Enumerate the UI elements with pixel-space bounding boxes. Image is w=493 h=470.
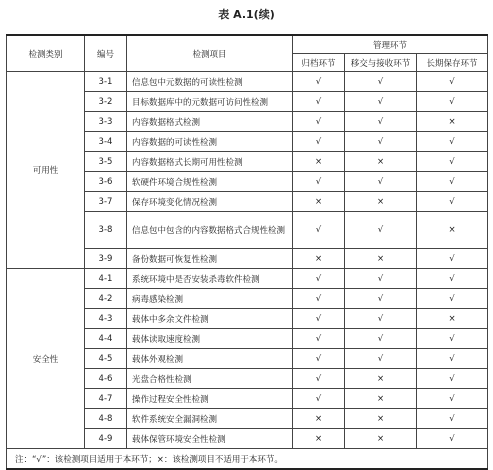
- longterm-mark: √: [417, 369, 488, 389]
- longterm-mark: √: [417, 72, 488, 92]
- header-archive: 归档环节: [293, 54, 345, 72]
- number-cell: 4-1: [85, 269, 127, 289]
- longterm-mark: √: [417, 152, 488, 172]
- header-item: 检测项目: [127, 35, 293, 72]
- table-caption: 表 A.1(续): [218, 8, 275, 21]
- archive-mark: √: [293, 309, 345, 329]
- item-cell: 信息包中元数据的可读性检测: [127, 72, 293, 92]
- transfer-mark: ×: [345, 192, 417, 212]
- item-cell: 系统环境中是否安装杀毒软件检测: [127, 269, 293, 289]
- number-cell: 4-6: [85, 369, 127, 389]
- category-cell: 安全性: [7, 269, 85, 449]
- number-cell: 4-9: [85, 429, 127, 449]
- item-cell: 载体保管环境安全性检测: [127, 429, 293, 449]
- longterm-mark: √: [417, 269, 488, 289]
- header-category: 检测类别: [7, 35, 85, 72]
- archive-mark: ×: [293, 192, 345, 212]
- table-row: [7, 269, 488, 289]
- longterm-mark: √: [417, 132, 488, 152]
- transfer-mark: √: [345, 309, 417, 329]
- longterm-mark: √: [417, 349, 488, 369]
- number-cell: 3-3: [85, 112, 127, 132]
- item-cell: 载体读取速度检测: [127, 329, 293, 349]
- item-cell: 目标数据库中的元数据可访问性检测: [127, 92, 293, 112]
- longterm-mark: √: [417, 289, 488, 309]
- table-note: 注：“√”：该检测项目适用于本环节；×：该检测项目不适用于本环节。: [7, 449, 488, 470]
- number-cell: 3-4: [85, 132, 127, 152]
- archive-mark: √: [293, 329, 345, 349]
- transfer-mark: ×: [345, 389, 417, 409]
- item-cell: 备份数据可恢复性检测: [127, 249, 293, 269]
- longterm-mark: √: [417, 429, 488, 449]
- header-number: 编号: [85, 35, 127, 72]
- number-cell: 4-7: [85, 389, 127, 409]
- transfer-mark: √: [345, 269, 417, 289]
- longterm-mark: √: [417, 92, 488, 112]
- longterm-mark: ×: [417, 112, 488, 132]
- transfer-mark: √: [345, 212, 417, 249]
- longterm-mark: √: [417, 172, 488, 192]
- item-cell: 保存环境变化情况检测: [127, 192, 293, 212]
- longterm-mark: √: [417, 329, 488, 349]
- transfer-mark: √: [345, 329, 417, 349]
- longterm-mark: ×: [417, 309, 488, 329]
- item-cell: 载体中多余文件检测: [127, 309, 293, 329]
- number-cell: 4-5: [85, 349, 127, 369]
- archive-mark: √: [293, 72, 345, 92]
- transfer-mark: ×: [345, 152, 417, 172]
- archive-mark: √: [293, 172, 345, 192]
- item-cell: 内容数据格式长期可用性检测: [127, 152, 293, 172]
- transfer-mark: √: [345, 289, 417, 309]
- transfer-mark: √: [345, 349, 417, 369]
- transfer-mark: ×: [345, 249, 417, 269]
- item-cell: 软硬件环境合规性检测: [127, 172, 293, 192]
- archive-mark: ×: [293, 152, 345, 172]
- item-cell: 内容数据的可读性检测: [127, 132, 293, 152]
- longterm-mark: √: [417, 192, 488, 212]
- archive-mark: √: [293, 132, 345, 152]
- item-cell: 载体外观检测: [127, 349, 293, 369]
- item-cell: 病毒感染检测: [127, 289, 293, 309]
- number-cell: 3-9: [85, 249, 127, 269]
- longterm-mark: √: [417, 409, 488, 429]
- archive-mark: √: [293, 112, 345, 132]
- number-cell: 3-2: [85, 92, 127, 112]
- detection-table: [6, 34, 488, 470]
- transfer-mark: ×: [345, 369, 417, 389]
- header-longterm: 长期保存环节: [417, 54, 488, 72]
- number-cell: 4-2: [85, 289, 127, 309]
- table-row: [7, 72, 488, 92]
- number-cell: 3-5: [85, 152, 127, 172]
- archive-mark: √: [293, 369, 345, 389]
- table-body: [7, 72, 488, 449]
- number-cell: 4-4: [85, 329, 127, 349]
- archive-mark: √: [293, 289, 345, 309]
- transfer-mark: √: [345, 132, 417, 152]
- longterm-mark: √: [417, 249, 488, 269]
- item-cell: 信息包中包含的内容数据格式合规性检测: [127, 212, 293, 249]
- longterm-mark: ×: [417, 212, 488, 249]
- archive-mark: ×: [293, 409, 345, 429]
- header-management-group: 管理环节: [293, 35, 488, 54]
- number-cell: 4-3: [85, 309, 127, 329]
- archive-mark: √: [293, 389, 345, 409]
- transfer-mark: √: [345, 72, 417, 92]
- archive-mark: √: [293, 269, 345, 289]
- category-cell: 可用性: [7, 72, 85, 269]
- item-cell: 软件系统安全漏洞检测: [127, 409, 293, 429]
- item-cell: 内容数据格式检测: [127, 112, 293, 132]
- transfer-mark: ×: [345, 409, 417, 429]
- transfer-mark: √: [345, 112, 417, 132]
- longterm-mark: √: [417, 389, 488, 409]
- number-cell: 3-7: [85, 192, 127, 212]
- archive-mark: √: [293, 92, 345, 112]
- archive-mark: √: [293, 212, 345, 249]
- number-cell: 3-1: [85, 72, 127, 92]
- transfer-mark: √: [345, 92, 417, 112]
- number-cell: 3-8: [85, 212, 127, 249]
- number-cell: 3-6: [85, 172, 127, 192]
- archive-mark: ×: [293, 429, 345, 449]
- item-cell: 操作过程安全性检测: [127, 389, 293, 409]
- archive-mark: √: [293, 349, 345, 369]
- number-cell: 4-8: [85, 409, 127, 429]
- transfer-mark: √: [345, 172, 417, 192]
- item-cell: 光盘合格性检测: [127, 369, 293, 389]
- archive-mark: ×: [293, 249, 345, 269]
- transfer-mark: ×: [345, 429, 417, 449]
- header-transfer: 移交与接收环节: [345, 54, 417, 72]
